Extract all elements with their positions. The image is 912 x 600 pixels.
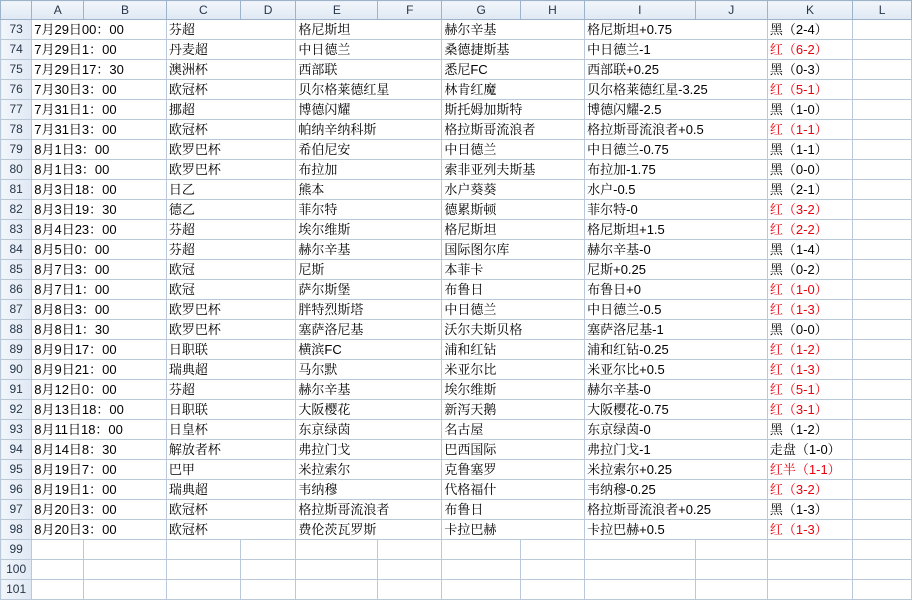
- cell-result[interactable]: 黑（0-2）: [767, 260, 852, 280]
- cell-empty[interactable]: [853, 340, 912, 360]
- row-header[interactable]: 85: [1, 260, 32, 280]
- cell-empty[interactable]: [853, 560, 912, 580]
- cell-league[interactable]: 芬超: [166, 240, 296, 260]
- cell-league[interactable]: 芬超: [166, 20, 296, 40]
- cell-league[interactable]: 瑞典超: [166, 360, 296, 380]
- table-row[interactable]: [1, 320, 912, 340]
- cell-result[interactable]: 走盘（1-0）: [767, 440, 852, 460]
- cell-home-team[interactable]: 西部联: [296, 60, 442, 80]
- cell-away-team[interactable]: 代格福什: [442, 480, 585, 500]
- cell-home-team[interactable]: 弗拉门戈: [296, 440, 442, 460]
- cell-result[interactable]: 红（6-2）: [767, 40, 852, 60]
- cell-empty[interactable]: [853, 120, 912, 140]
- cell-empty[interactable]: [585, 580, 695, 600]
- cell-home-team[interactable]: 大阪樱花: [296, 400, 442, 420]
- cell-away-team[interactable]: 悉尼FC: [442, 60, 585, 80]
- cell-league[interactable]: 欧冠杯: [166, 520, 296, 540]
- cell-result[interactable]: 红（1-1）: [767, 120, 852, 140]
- cell-empty[interactable]: [767, 580, 852, 600]
- row-header[interactable]: 82: [1, 200, 32, 220]
- table-row[interactable]: [1, 220, 912, 240]
- cell-home-team[interactable]: 横滨FC: [296, 340, 442, 360]
- table-row[interactable]: [1, 340, 912, 360]
- cell-league[interactable]: 欧冠: [166, 260, 296, 280]
- cell-home-team[interactable]: 赫尔辛基: [296, 380, 442, 400]
- cell-away-team[interactable]: 水户葵葵: [442, 180, 585, 200]
- cell-empty[interactable]: [853, 400, 912, 420]
- table-row[interactable]: [1, 140, 912, 160]
- cell-home-team[interactable]: 马尔默: [296, 360, 442, 380]
- cell-empty[interactable]: [853, 360, 912, 380]
- cell-date[interactable]: 8月1日3：00: [32, 160, 167, 180]
- cell-away-team[interactable]: 索非亚列夫斯基: [442, 160, 585, 180]
- cell-home-team[interactable]: 塞萨洛尼基: [296, 320, 442, 340]
- cell-away-team[interactable]: 格拉斯哥流浪者: [442, 120, 585, 140]
- cell-empty[interactable]: [853, 420, 912, 440]
- cell-empty[interactable]: [767, 540, 852, 560]
- row-header[interactable]: 99: [1, 540, 32, 560]
- table-row[interactable]: [1, 120, 912, 140]
- column-header-k[interactable]: K: [767, 1, 852, 20]
- cell-home-team[interactable]: 韦纳穆: [296, 480, 442, 500]
- table-row[interactable]: [1, 480, 912, 500]
- cell-empty[interactable]: [695, 560, 767, 580]
- cell-result[interactable]: 黑（0-3）: [767, 60, 852, 80]
- cell-away-team[interactable]: 中日德兰: [442, 300, 585, 320]
- row-header[interactable]: 87: [1, 300, 32, 320]
- cell-handicap-pick[interactable]: 格尼斯坦+1.5: [585, 220, 768, 240]
- cell-empty[interactable]: [853, 520, 912, 540]
- cell-date[interactable]: 7月31日3：00: [32, 120, 167, 140]
- cell-date[interactable]: 8月12日0：00: [32, 380, 167, 400]
- cell-home-team[interactable]: 贝尔格莱德红星: [296, 80, 442, 100]
- cell-league[interactable]: 日乙: [166, 180, 296, 200]
- cell-date[interactable]: 8月20日3：00: [32, 520, 167, 540]
- cell-empty[interactable]: [853, 20, 912, 40]
- cell-home-team[interactable]: 胖特烈斯塔: [296, 300, 442, 320]
- cell-home-team[interactable]: 希伯尼安: [296, 140, 442, 160]
- cell-empty[interactable]: [520, 580, 584, 600]
- cell-result[interactable]: 红半（1-1）: [767, 460, 852, 480]
- cell-empty[interactable]: [853, 540, 912, 560]
- cell-away-team[interactable]: 布鲁日: [442, 280, 585, 300]
- cell-away-team[interactable]: 德累斯顿: [442, 200, 585, 220]
- cell-date[interactable]: 8月19日1：00: [32, 480, 167, 500]
- cell-date[interactable]: 7月31日1：00: [32, 100, 167, 120]
- cell-empty[interactable]: [378, 540, 442, 560]
- cell-date[interactable]: 8月9日17：00: [32, 340, 167, 360]
- column-header-g[interactable]: G: [442, 1, 521, 20]
- cell-handicap-pick[interactable]: 博德闪耀-2.5: [585, 100, 768, 120]
- cell-date[interactable]: 8月8日1：30: [32, 320, 167, 340]
- cell-result[interactable]: 红（5-1）: [767, 380, 852, 400]
- cell-away-team[interactable]: 新泻天鹅: [442, 400, 585, 420]
- cell-result[interactable]: 红（1-3）: [767, 520, 852, 540]
- row-header[interactable]: 91: [1, 380, 32, 400]
- grid-body[interactable]: [1, 20, 912, 600]
- cell-result[interactable]: 黑（2-4）: [767, 20, 852, 40]
- cell-away-team[interactable]: 浦和红钻: [442, 340, 585, 360]
- cell-handicap-pick[interactable]: 菲尔特-0: [585, 200, 768, 220]
- cell-empty[interactable]: [853, 160, 912, 180]
- cell-league[interactable]: 挪超: [166, 100, 296, 120]
- cell-date[interactable]: 8月7日3：00: [32, 260, 167, 280]
- row-header[interactable]: 97: [1, 500, 32, 520]
- cell-home-team[interactable]: 赫尔辛基: [296, 240, 442, 260]
- cell-empty[interactable]: [585, 540, 695, 560]
- cell-empty[interactable]: [853, 500, 912, 520]
- table-row[interactable]: [1, 420, 912, 440]
- cell-league[interactable]: 欧冠: [166, 280, 296, 300]
- cell-result[interactable]: 红（1-2）: [767, 340, 852, 360]
- cell-home-team[interactable]: 东京绿茵: [296, 420, 442, 440]
- cell-league[interactable]: 日职联: [166, 340, 296, 360]
- cell-handicap-pick[interactable]: 中日德兰-1: [585, 40, 768, 60]
- cell-empty[interactable]: [585, 560, 695, 580]
- table-row[interactable]: [1, 300, 912, 320]
- row-header[interactable]: 80: [1, 160, 32, 180]
- column-header-i[interactable]: I: [585, 1, 695, 20]
- cell-away-team[interactable]: 沃尔夫斯贝格: [442, 320, 585, 340]
- row-header[interactable]: 84: [1, 240, 32, 260]
- cell-result[interactable]: 黑（1-2）: [767, 420, 852, 440]
- cell-home-team[interactable]: 格拉斯哥流浪者: [296, 500, 442, 520]
- cell-empty[interactable]: [767, 560, 852, 580]
- cell-away-team[interactable]: 赫尔辛基: [442, 20, 585, 40]
- cell-handicap-pick[interactable]: 布鲁日+0: [585, 280, 768, 300]
- cell-handicap-pick[interactable]: 中日德兰-0.5: [585, 300, 768, 320]
- cell-empty[interactable]: [853, 320, 912, 340]
- cell-league[interactable]: 德乙: [166, 200, 296, 220]
- cell-result[interactable]: 黑（1-3）: [767, 500, 852, 520]
- table-row[interactable]: [1, 60, 912, 80]
- table-row[interactable]: [1, 80, 912, 100]
- cell-empty[interactable]: [853, 440, 912, 460]
- cell-away-team[interactable]: 布鲁日: [442, 500, 585, 520]
- table-row[interactable]: [1, 200, 912, 220]
- cell-handicap-pick[interactable]: 格尼斯坦+0.75: [585, 20, 768, 40]
- column-header-a[interactable]: A: [32, 1, 84, 20]
- cell-date[interactable]: 8月13日18：00: [32, 400, 167, 420]
- select-all-corner[interactable]: [1, 1, 32, 20]
- cell-empty[interactable]: [520, 540, 584, 560]
- table-row[interactable]: [1, 380, 912, 400]
- cell-date[interactable]: 8月3日18：00: [32, 180, 167, 200]
- column-header-j[interactable]: J: [695, 1, 767, 20]
- cell-league[interactable]: 解放者杯: [166, 440, 296, 460]
- cell-empty[interactable]: [166, 580, 240, 600]
- cell-empty[interactable]: [853, 80, 912, 100]
- row-header[interactable]: 96: [1, 480, 32, 500]
- cell-date[interactable]: 8月7日1：00: [32, 280, 167, 300]
- cell-away-team[interactable]: 卡拉巴赫: [442, 520, 585, 540]
- cell-league[interactable]: 欧罗巴杯: [166, 160, 296, 180]
- cell-empty[interactable]: [853, 140, 912, 160]
- row-header[interactable]: 78: [1, 120, 32, 140]
- row-header[interactable]: 75: [1, 60, 32, 80]
- cell-empty[interactable]: [853, 60, 912, 80]
- cell-result[interactable]: 黑（1-0）: [767, 100, 852, 120]
- cell-empty[interactable]: [853, 260, 912, 280]
- cell-date[interactable]: 8月1日3：00: [32, 140, 167, 160]
- cell-result[interactable]: 黑（2-1）: [767, 180, 852, 200]
- cell-date[interactable]: 7月30日3：00: [32, 80, 167, 100]
- cell-date[interactable]: 8月14日8：30: [32, 440, 167, 460]
- cell-handicap-pick[interactable]: 韦纳穆-0.25: [585, 480, 768, 500]
- cell-date[interactable]: 8月9日21：00: [32, 360, 167, 380]
- row-header[interactable]: 76: [1, 80, 32, 100]
- row-header[interactable]: 81: [1, 180, 32, 200]
- cell-home-team[interactable]: 中日德兰: [296, 40, 442, 60]
- column-header-b[interactable]: B: [84, 1, 167, 20]
- cell-date[interactable]: 8月3日19：30: [32, 200, 167, 220]
- cell-handicap-pick[interactable]: 中日德兰-0.75: [585, 140, 768, 160]
- cell-empty[interactable]: [240, 540, 296, 560]
- cell-away-team[interactable]: 埃尔维斯: [442, 380, 585, 400]
- table-row[interactable]: [1, 460, 912, 480]
- cell-empty[interactable]: [442, 540, 521, 560]
- row-header[interactable]: 100: [1, 560, 32, 580]
- cell-home-team[interactable]: 埃尔维斯: [296, 220, 442, 240]
- cell-handicap-pick[interactable]: 浦和红钻-0.25: [585, 340, 768, 360]
- table-row[interactable]: [1, 500, 912, 520]
- table-row[interactable]: [1, 240, 912, 260]
- cell-league[interactable]: 芬超: [166, 380, 296, 400]
- row-header[interactable]: 79: [1, 140, 32, 160]
- cell-league[interactable]: 欧冠杯: [166, 80, 296, 100]
- row-header[interactable]: 93: [1, 420, 32, 440]
- cell-league[interactable]: 欧冠杯: [166, 500, 296, 520]
- table-row[interactable]: [1, 160, 912, 180]
- row-header[interactable]: 101: [1, 580, 32, 600]
- cell-handicap-pick[interactable]: 格拉斯哥流浪者+0.5: [585, 120, 768, 140]
- cell-home-team[interactable]: 米拉索尔: [296, 460, 442, 480]
- cell-empty[interactable]: [520, 560, 584, 580]
- table-row[interactable]: [1, 20, 912, 40]
- column-header-h[interactable]: H: [520, 1, 584, 20]
- cell-away-team[interactable]: 格尼斯坦: [442, 220, 585, 240]
- cell-empty[interactable]: [296, 540, 378, 560]
- cell-empty[interactable]: [695, 580, 767, 600]
- cell-empty[interactable]: [853, 580, 912, 600]
- cell-handicap-pick[interactable]: 贝尔格莱德红星-3.25: [585, 80, 768, 100]
- cell-empty[interactable]: [84, 560, 167, 580]
- cell-empty[interactable]: [695, 540, 767, 560]
- cell-handicap-pick[interactable]: 赫尔辛基-0: [585, 380, 768, 400]
- cell-result[interactable]: 红（5-1）: [767, 80, 852, 100]
- cell-league[interactable]: 欧罗巴杯: [166, 320, 296, 340]
- cell-date[interactable]: 7月29日00：00: [32, 20, 167, 40]
- cell-empty[interactable]: [853, 240, 912, 260]
- cell-empty[interactable]: [378, 580, 442, 600]
- cell-home-team[interactable]: 菲尔特: [296, 200, 442, 220]
- cell-empty[interactable]: [442, 580, 521, 600]
- cell-away-team[interactable]: 本菲卡: [442, 260, 585, 280]
- cell-empty[interactable]: [378, 560, 442, 580]
- cell-empty[interactable]: [166, 540, 240, 560]
- row-header[interactable]: 83: [1, 220, 32, 240]
- cell-handicap-pick[interactable]: 米拉索尔+0.25: [585, 460, 768, 480]
- cell-result[interactable]: 红（3-2）: [767, 200, 852, 220]
- column-header-l[interactable]: L: [853, 1, 912, 20]
- column-header-c[interactable]: C: [166, 1, 240, 20]
- cell-away-team[interactable]: 名古屋: [442, 420, 585, 440]
- cell-result[interactable]: 黑（1-1）: [767, 140, 852, 160]
- table-row[interactable]: [1, 540, 912, 560]
- cell-date[interactable]: 8月4日23：00: [32, 220, 167, 240]
- cell-home-team[interactable]: 帕纳辛纳科斯: [296, 120, 442, 140]
- cell-empty[interactable]: [296, 560, 378, 580]
- row-header[interactable]: 86: [1, 280, 32, 300]
- cell-handicap-pick[interactable]: 米亚尔比+0.5: [585, 360, 768, 380]
- column-header-d[interactable]: D: [240, 1, 296, 20]
- cell-empty[interactable]: [166, 560, 240, 580]
- row-header[interactable]: 98: [1, 520, 32, 540]
- cell-league[interactable]: 欧罗巴杯: [166, 140, 296, 160]
- row-header[interactable]: 77: [1, 100, 32, 120]
- table-row[interactable]: [1, 520, 912, 540]
- cell-result[interactable]: 红（3-1）: [767, 400, 852, 420]
- cell-result[interactable]: 红（2-2）: [767, 220, 852, 240]
- cell-empty[interactable]: [32, 560, 84, 580]
- table-row[interactable]: [1, 360, 912, 380]
- cell-away-team[interactable]: 米亚尔比: [442, 360, 585, 380]
- cell-result[interactable]: 黑（0-0）: [767, 320, 852, 340]
- cell-away-team[interactable]: 中日德兰: [442, 140, 585, 160]
- cell-date[interactable]: 8月8日3：00: [32, 300, 167, 320]
- cell-league[interactable]: 日职联: [166, 400, 296, 420]
- cell-date[interactable]: 7月29日17：30: [32, 60, 167, 80]
- cell-date[interactable]: 7月29日1：00: [32, 40, 167, 60]
- cell-league[interactable]: 澳洲杯: [166, 60, 296, 80]
- row-header[interactable]: 95: [1, 460, 32, 480]
- cell-result[interactable]: 红（1-0）: [767, 280, 852, 300]
- cell-empty[interactable]: [853, 480, 912, 500]
- column-header-row[interactable]: [1, 1, 912, 20]
- cell-empty[interactable]: [84, 580, 167, 600]
- cell-handicap-pick[interactable]: 水户-0.5: [585, 180, 768, 200]
- row-header[interactable]: 73: [1, 20, 32, 40]
- cell-empty[interactable]: [240, 560, 296, 580]
- cell-handicap-pick[interactable]: 大阪樱花-0.75: [585, 400, 768, 420]
- cell-handicap-pick[interactable]: 西部联+0.25: [585, 60, 768, 80]
- cell-empty[interactable]: [240, 580, 296, 600]
- cell-home-team[interactable]: 博德闪耀: [296, 100, 442, 120]
- cell-home-team[interactable]: 熊本: [296, 180, 442, 200]
- cell-league[interactable]: 芬超: [166, 220, 296, 240]
- cell-handicap-pick[interactable]: 格拉斯哥流浪者+0.25: [585, 500, 768, 520]
- row-header[interactable]: 89: [1, 340, 32, 360]
- cell-handicap-pick[interactable]: 东京绿茵-0: [585, 420, 768, 440]
- cell-empty[interactable]: [32, 580, 84, 600]
- row-header[interactable]: 94: [1, 440, 32, 460]
- cell-home-team[interactable]: 费伦茨瓦罗斯: [296, 520, 442, 540]
- cell-empty[interactable]: [853, 220, 912, 240]
- cell-away-team[interactable]: 林肯红魔: [442, 80, 585, 100]
- cell-handicap-pick[interactable]: 赫尔辛基-0: [585, 240, 768, 260]
- row-header[interactable]: 74: [1, 40, 32, 60]
- cell-away-team[interactable]: 国际图尔库: [442, 240, 585, 260]
- cell-handicap-pick[interactable]: 布拉加-1.75: [585, 160, 768, 180]
- cell-handicap-pick[interactable]: 尼斯+0.25: [585, 260, 768, 280]
- cell-empty[interactable]: [853, 300, 912, 320]
- cell-empty[interactable]: [853, 280, 912, 300]
- cell-empty[interactable]: [853, 200, 912, 220]
- cell-date[interactable]: 8月5日0：00: [32, 240, 167, 260]
- cell-empty[interactable]: [296, 580, 378, 600]
- cell-home-team[interactable]: 尼斯: [296, 260, 442, 280]
- cell-empty[interactable]: [853, 380, 912, 400]
- cell-handicap-pick[interactable]: 弗拉门戈-1: [585, 440, 768, 460]
- cell-away-team[interactable]: 斯托姆加斯特: [442, 100, 585, 120]
- table-row[interactable]: [1, 400, 912, 420]
- cell-result[interactable]: 红（1-3）: [767, 360, 852, 380]
- table-row[interactable]: [1, 100, 912, 120]
- cell-empty[interactable]: [853, 100, 912, 120]
- cell-empty[interactable]: [853, 40, 912, 60]
- cell-league[interactable]: 日皇杯: [166, 420, 296, 440]
- cell-league[interactable]: 欧冠杯: [166, 120, 296, 140]
- row-header[interactable]: 92: [1, 400, 32, 420]
- cell-league[interactable]: 丹麦超: [166, 40, 296, 60]
- cell-league[interactable]: 欧罗巴杯: [166, 300, 296, 320]
- cell-result[interactable]: 黑（0-0）: [767, 160, 852, 180]
- cell-handicap-pick[interactable]: 卡拉巴赫+0.5: [585, 520, 768, 540]
- table-row[interactable]: [1, 580, 912, 600]
- row-header[interactable]: 90: [1, 360, 32, 380]
- cell-result[interactable]: 红（1-3）: [767, 300, 852, 320]
- table-row[interactable]: [1, 440, 912, 460]
- cell-empty[interactable]: [442, 560, 521, 580]
- cell-away-team[interactable]: 巴西国际: [442, 440, 585, 460]
- table-row[interactable]: [1, 560, 912, 580]
- cell-empty[interactable]: [84, 540, 167, 560]
- column-header-e[interactable]: E: [296, 1, 378, 20]
- cell-date[interactable]: 8月11日18：00: [32, 420, 167, 440]
- cell-date[interactable]: 8月20日3：00: [32, 500, 167, 520]
- cell-empty[interactable]: [853, 460, 912, 480]
- column-header-f[interactable]: F: [378, 1, 442, 20]
- cell-handicap-pick[interactable]: 塞萨洛尼基-1: [585, 320, 768, 340]
- cell-league[interactable]: 瑞典超: [166, 480, 296, 500]
- table-row[interactable]: [1, 260, 912, 280]
- cell-league[interactable]: 巴甲: [166, 460, 296, 480]
- cell-result[interactable]: 红（3-2）: [767, 480, 852, 500]
- cell-home-team[interactable]: 布拉加: [296, 160, 442, 180]
- cell-away-team[interactable]: 桑德捷斯基: [442, 40, 585, 60]
- row-header[interactable]: 88: [1, 320, 32, 340]
- cell-result[interactable]: 黑（1-4）: [767, 240, 852, 260]
- cell-home-team[interactable]: 格尼斯坦: [296, 20, 442, 40]
- cell-empty[interactable]: [32, 540, 84, 560]
- table-row[interactable]: [1, 180, 912, 200]
- table-row[interactable]: [1, 40, 912, 60]
- cell-empty[interactable]: [853, 180, 912, 200]
- cell-away-team[interactable]: 克鲁塞罗: [442, 460, 585, 480]
- table-row[interactable]: [1, 280, 912, 300]
- cell-home-team[interactable]: 萨尔斯堡: [296, 280, 442, 300]
- cell-date[interactable]: 8月19日7：00: [32, 460, 167, 480]
